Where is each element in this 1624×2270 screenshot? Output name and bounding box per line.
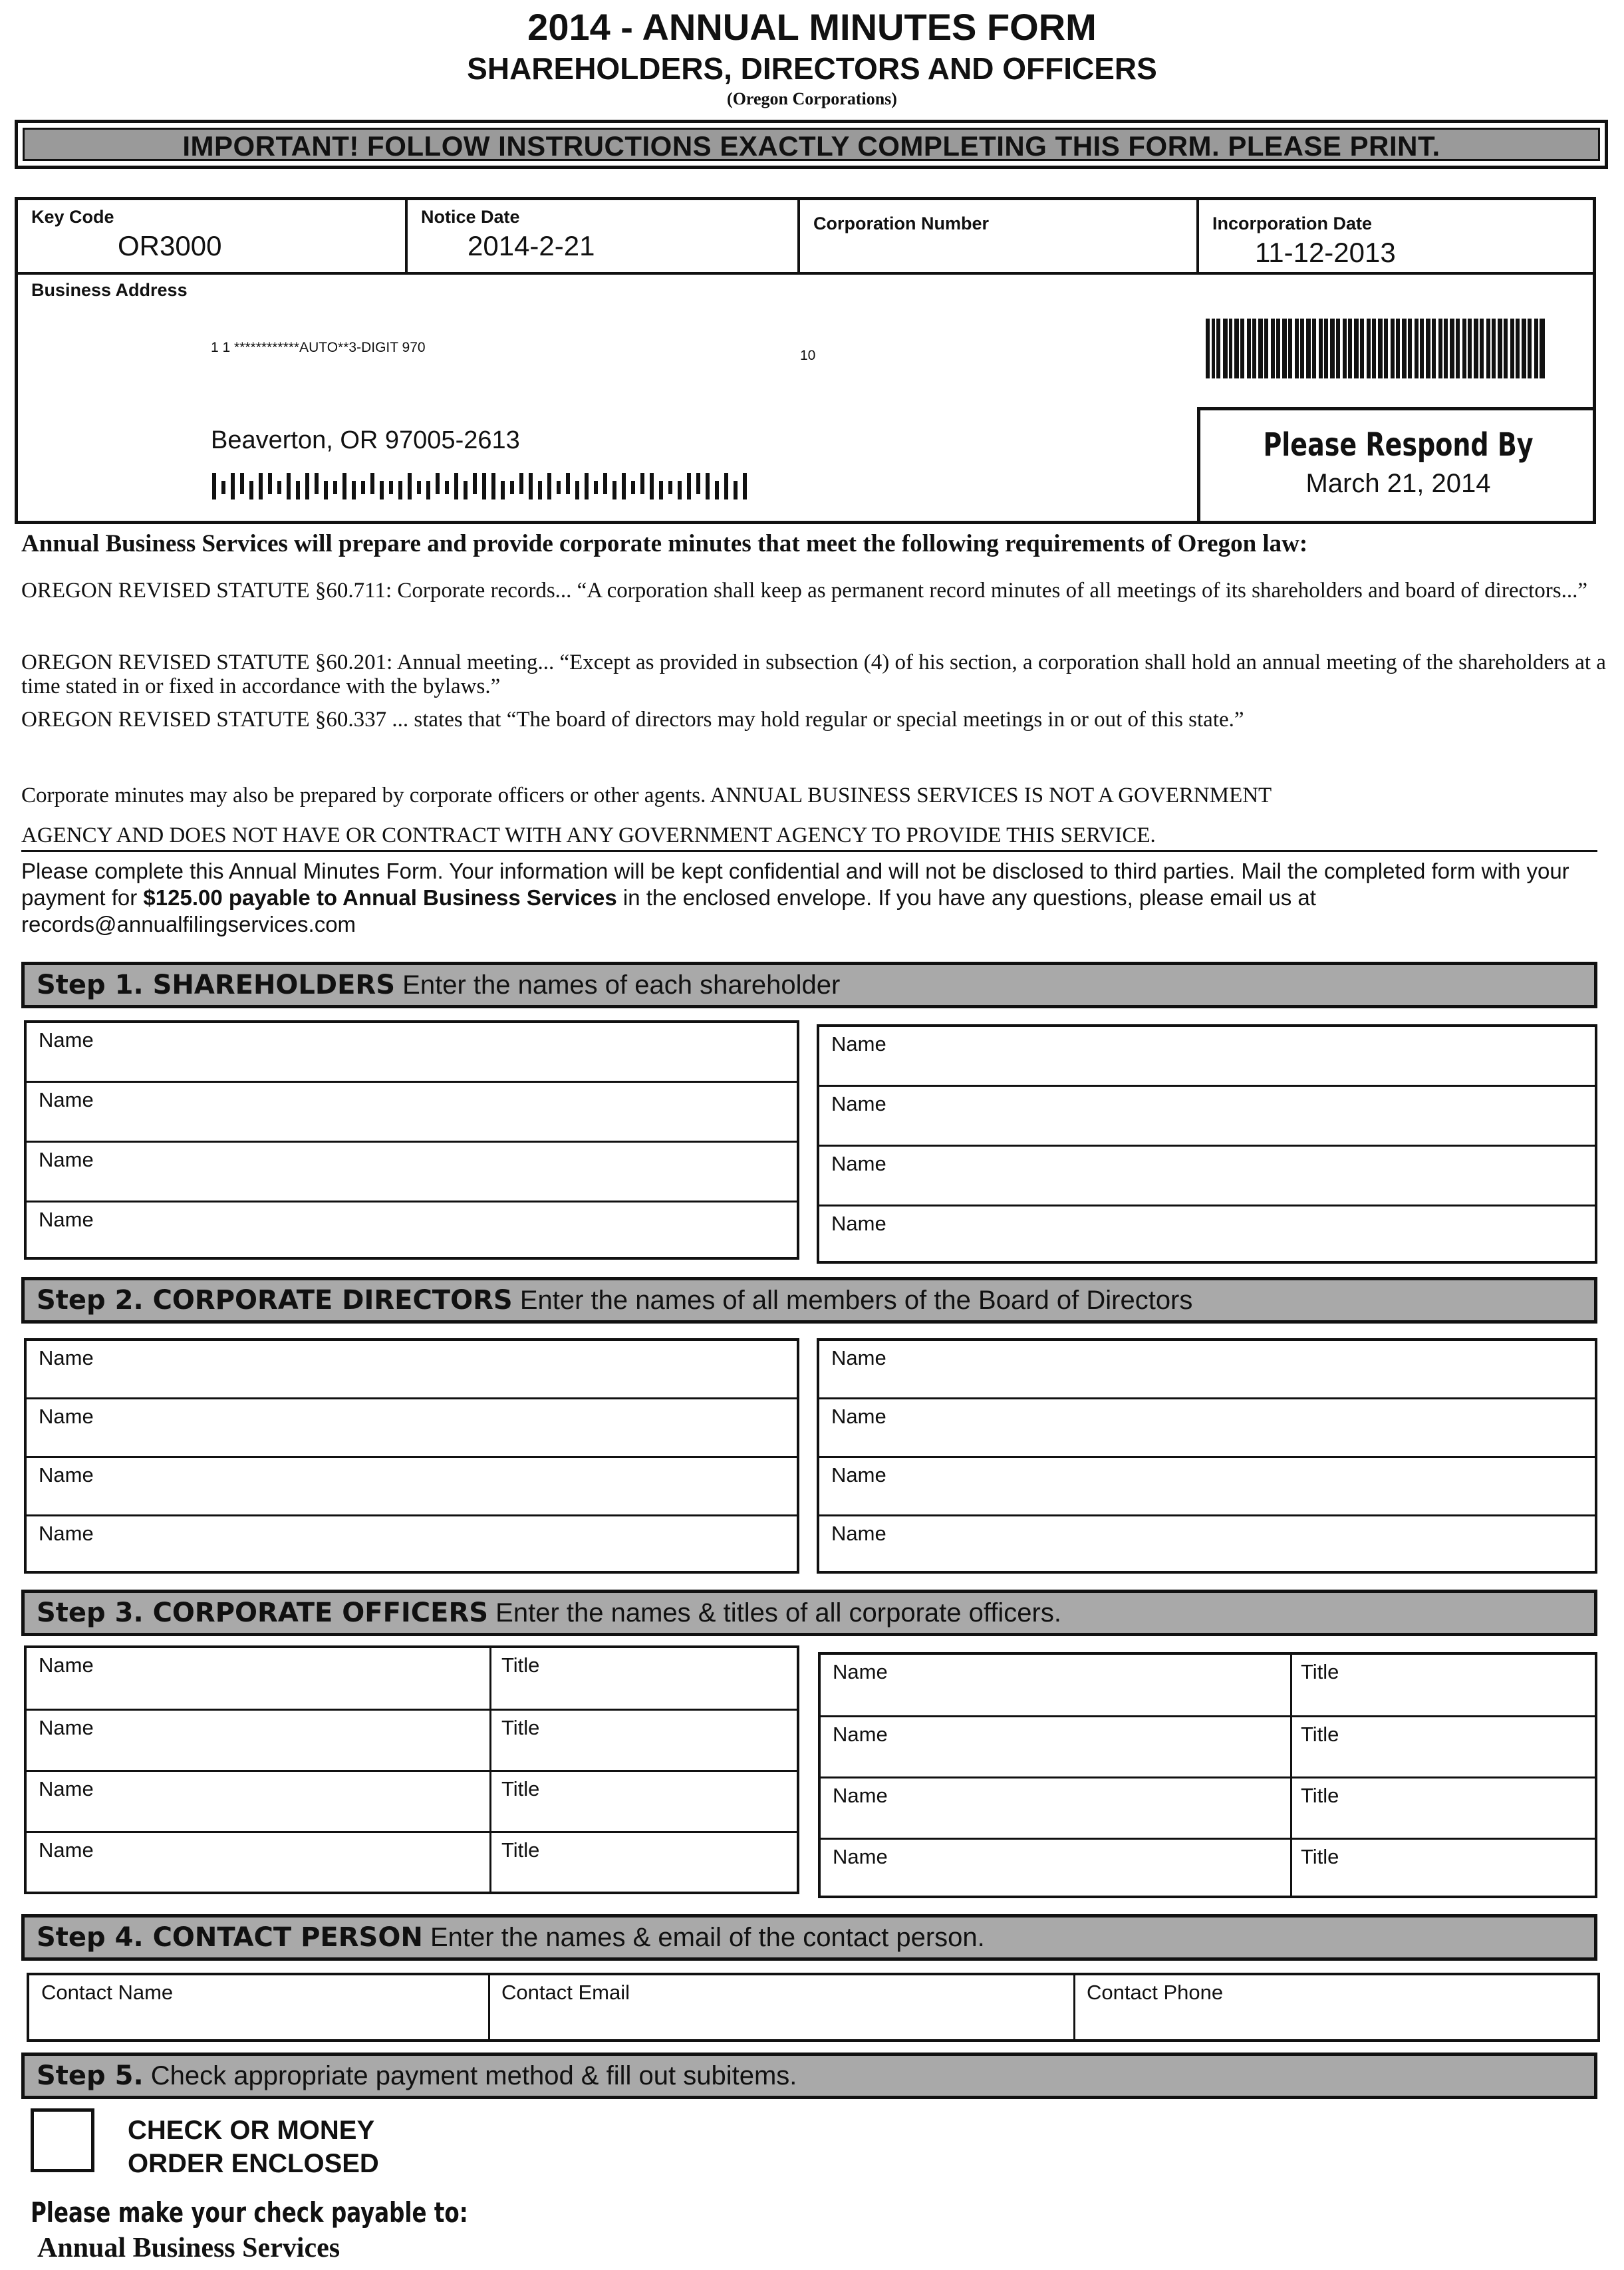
step2-title: Step 2. CORPORATE DIRECTORS — [37, 1285, 513, 1316]
address-city: Beaverton, OR 97005-2613 — [211, 426, 520, 454]
field-label: Name — [833, 1660, 888, 1683]
instructions-payment: $125.00 payable to Annual Business Services — [143, 885, 617, 910]
director-name-field[interactable] — [27, 1516, 797, 1574]
payable-heading: Please make your check payable to: — [31, 2196, 468, 2229]
field-label: Name — [831, 1346, 886, 1369]
payee-name: Annual Business Services — [37, 2233, 340, 2263]
director-name-field[interactable] — [27, 1458, 797, 1516]
field-label: Name — [39, 1653, 94, 1677]
important-banner — [15, 120, 1608, 169]
field-label: Name — [39, 1838, 94, 1862]
instructions-text-b: in the enclosed envelope. If you have any questions, please email us at records@annualfilingservices.com — [21, 885, 1316, 936]
incorp-date-cell — [1199, 200, 1597, 272]
instructions — [21, 858, 1604, 938]
director-name-field[interactable] — [27, 1399, 797, 1458]
field-label: Title — [501, 1653, 540, 1677]
directors-right-grid — [817, 1338, 1597, 1574]
notice-date-cell — [408, 200, 800, 272]
instructions-text-a: Please complete this Annual Minutes Form. Your information will be kept confidential and will not be disclosed to third parties. Mail the completed form with your payment for — [21, 859, 1569, 910]
field-label: Title — [1301, 1723, 1339, 1746]
officer-row[interactable] — [27, 1833, 797, 1894]
contact-phone-field[interactable]: Contact Phone — [1087, 1981, 1224, 2004]
intro-lead: Annual Business Services will prepare and provide corporate minutes that meet the following requirements of Oregon law: — [21, 530, 1308, 557]
field-label: Name — [39, 1463, 94, 1487]
officer-row[interactable] — [821, 1717, 1595, 1778]
key-code-label: Key Code — [31, 207, 114, 227]
officer-row[interactable] — [821, 1778, 1595, 1840]
respond-by-box — [1197, 407, 1596, 524]
field-label: Name — [39, 1088, 94, 1111]
incorp-date-label: Incorporation Date — [1212, 213, 1373, 233]
field-label: Name — [39, 1028, 94, 1052]
field-label: Name — [833, 1845, 888, 1868]
field-label: Name — [831, 1092, 886, 1115]
step1-title: Step 1. SHAREHOLDERS — [37, 970, 396, 1000]
contact-grid — [27, 1973, 1600, 2042]
directors-left-grid — [24, 1338, 799, 1574]
field-label: Name — [39, 1148, 94, 1171]
form-subtitle: SHAREHOLDERS, DIRECTORS AND OFFICERS — [467, 51, 1157, 86]
field-label: Title — [501, 1838, 540, 1862]
field-label: Name — [831, 1032, 886, 1056]
step5-header — [21, 2053, 1597, 2099]
field-label: Title — [501, 1777, 540, 1800]
field-label: Name — [831, 1405, 886, 1428]
shareholder-name-field[interactable] — [27, 1143, 797, 1203]
form-title: 2014 - ANNUAL MINUTES FORM — [527, 6, 1097, 48]
respond-by-label: Please Respond By — [1263, 426, 1534, 464]
respond-by-date: March 21, 2014 — [1305, 469, 1491, 498]
shareholder-name-field[interactable] — [819, 1087, 1595, 1147]
field-label: Name — [831, 1212, 886, 1235]
shareholders-right-grid — [817, 1024, 1597, 1264]
disclaimer-line2: AGENCY AND DOES NOT HAVE OR CONTRACT WITH ANY GOVERNMENT AGENCY TO PROVIDE THIS SERVICE. — [21, 823, 1156, 847]
step5-title: Step 5. — [37, 2060, 144, 2091]
step4-title: Step 4. CONTACT PERSON — [37, 1922, 423, 1953]
jurisdiction-note: (Oregon Corporations) — [727, 89, 897, 108]
director-name-field[interactable] — [819, 1516, 1595, 1574]
field-label: Title — [1301, 1845, 1339, 1868]
step1-description: Enter the names of each shareholder — [395, 970, 841, 1000]
step5-description: Check appropriate payment method & fill out subitems. — [143, 2061, 797, 2090]
disclaimer-line1: Corporate minutes may also be prepared by corporate officers or other agents. ANNUAL BUSINESS SERVICES IS NOT A GOVERNMENT — [21, 783, 1272, 807]
field-label: Name — [833, 1723, 888, 1746]
field-label: Name — [39, 1777, 94, 1800]
statute-60-201: OREGON REVISED STATUTE §60.201: Annual meeting... “Except as provided in subsection (4) of his section, a corporation shall hold an annual meeting of the shareholders at a time stated in or fixed in accordance with the bylaws.” — [21, 650, 1606, 698]
payment-option-line1: CHECK OR MONEY — [128, 2116, 375, 2145]
shareholders-left-grid — [24, 1020, 799, 1260]
payment-option-line2: ORDER ENCLOSED — [128, 2149, 379, 2178]
field-label: Name — [39, 1716, 94, 1739]
banner-text: IMPORTANT! FOLLOW INSTRUCTIONS EXACTLY COMPLETING THIS FORM. PLEASE PRINT. — [23, 128, 1600, 161]
payment-option-label — [128, 2114, 379, 2180]
field-label: Name — [39, 1522, 94, 1545]
field-label: Title — [501, 1716, 540, 1739]
key-code-cell — [18, 200, 408, 272]
field-label: Name — [39, 1346, 94, 1369]
officers-left-grid — [24, 1645, 799, 1894]
director-name-field[interactable] — [819, 1341, 1595, 1399]
field-label: Title — [1301, 1660, 1339, 1683]
step4-header — [21, 1914, 1597, 1961]
statute-60-711: OREGON REVISED STATUTE §60.711: Corporate records... “A corporation shall keep as permanent record minutes of all meetings of its shareholders and board of directors...” — [21, 579, 1588, 603]
business-address-label: Business Address — [31, 280, 188, 300]
officer-row[interactable] — [27, 1772, 797, 1833]
step3-description: Enter the names & titles of all corporate officers. — [488, 1598, 1061, 1628]
incorp-date-value: 11-12-2013 — [1255, 237, 1396, 268]
step2-header — [21, 1277, 1597, 1324]
tracking-barcode — [1206, 319, 1545, 378]
field-label: Name — [831, 1522, 886, 1545]
contact-name-field[interactable]: Contact Name — [41, 1981, 174, 2004]
step3-header — [21, 1590, 1597, 1636]
corp-number-label: Corporation Number — [813, 213, 990, 233]
contact-email-field[interactable]: Contact Email — [501, 1981, 630, 2004]
key-code-value: OR3000 — [118, 230, 222, 261]
corp-number-cell — [800, 200, 1199, 272]
step2-description: Enter the names of all members of the Board of Directors — [512, 1286, 1193, 1315]
address-line1: 1 1 ************AUTO**3-DIGIT 970 — [211, 340, 426, 355]
address-code: 10 — [800, 348, 816, 363]
check-money-order-checkbox[interactable] — [31, 2108, 94, 2172]
shareholder-name-field[interactable] — [819, 1147, 1595, 1206]
step1-header — [21, 962, 1597, 1008]
field-label: Name — [831, 1152, 886, 1175]
notice-date-label: Notice Date — [421, 207, 520, 227]
officer-row[interactable] — [821, 1655, 1595, 1717]
step3-title: Step 3. CORPORATE OFFICERS — [37, 1598, 489, 1628]
shareholder-name-field[interactable] — [27, 1023, 797, 1083]
officers-right-grid — [818, 1652, 1597, 1898]
field-label: Name — [39, 1208, 94, 1231]
field-label: Name — [831, 1463, 886, 1487]
shareholder-name-field[interactable] — [27, 1203, 797, 1260]
field-label: Title — [1301, 1784, 1339, 1807]
shareholder-name-field[interactable] — [819, 1206, 1595, 1264]
director-name-field[interactable] — [819, 1399, 1595, 1458]
field-label: Name — [39, 1405, 94, 1428]
shareholder-name-field[interactable] — [27, 1083, 797, 1143]
officer-row[interactable] — [27, 1711, 797, 1772]
statute-60-337: OREGON REVISED STATUTE §60.337 ... states that “The board of directors may hold regular or special meetings in or out of this state.” — [21, 708, 1244, 732]
officer-row[interactable] — [27, 1648, 797, 1711]
shareholder-name-field[interactable] — [819, 1027, 1595, 1087]
officer-row[interactable] — [821, 1840, 1595, 1898]
postal-barcode — [212, 466, 771, 499]
director-name-field[interactable] — [819, 1458, 1595, 1516]
field-label: Name — [833, 1784, 888, 1807]
director-name-field[interactable] — [27, 1341, 797, 1399]
step4-description: Enter the names & email of the contact person. — [422, 1923, 985, 1952]
notice-date-value: 2014-2-21 — [468, 230, 595, 261]
